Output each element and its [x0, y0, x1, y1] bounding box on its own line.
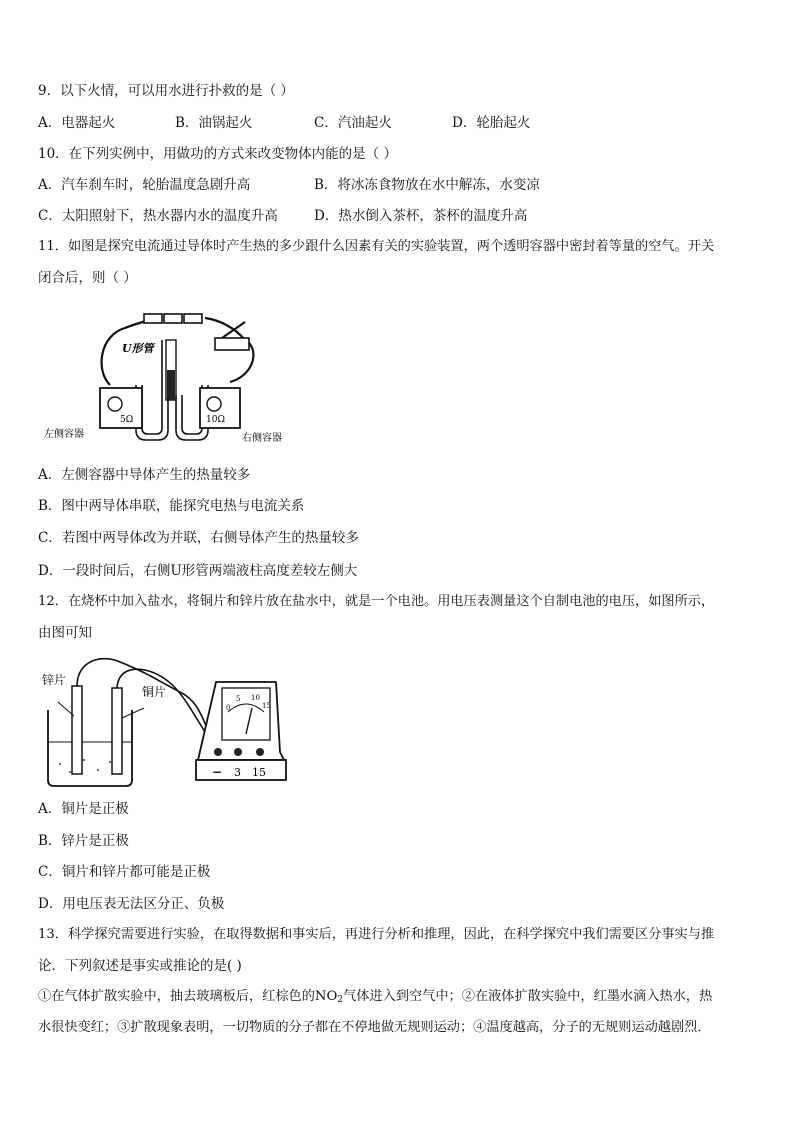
- terminal-15-knob: [256, 748, 264, 756]
- q9-option-c: C．汽油起火: [314, 115, 392, 131]
- q9-stem: 9．以下火情，可以用水进行扑救的是（ ）: [38, 83, 294, 99]
- q10-option-a: A．汽车刹车时，轮胎温度急剧升高: [38, 177, 251, 193]
- q12-option-b: B．锌片是正极: [38, 833, 129, 849]
- q13-statements-line1: [38, 988, 712, 1009]
- q13-statements-line2: 水很快变红；③扩散现象表明，一切物质的分子都在不停地做无规则运动；④温度越高，分子的无规则运动越剧烈．: [38, 1020, 711, 1035]
- q10-stem: 10．在下列实例中，用做功的方式来改变物体内能的是（ ）: [38, 146, 397, 162]
- left-container-label: 左侧容器: [44, 429, 84, 440]
- q11-option-a: A．左侧容器中导体产生的热量较多: [38, 467, 251, 483]
- right-bulb-icon: [207, 397, 221, 411]
- q12-option-a: A．铜片是正极: [38, 801, 129, 817]
- q10-option-c: C．太阳照射下，热水器内水的温度升高: [38, 208, 278, 224]
- q11-joule-heating-apparatus: [40, 300, 290, 450]
- right-container-label: 右侧容器: [242, 433, 282, 444]
- scale-label-5: 5: [236, 695, 241, 703]
- terminal-minus-label: −: [212, 765, 223, 779]
- q13-line3-sub: 2: [337, 995, 344, 1005]
- zinc-plate: [72, 686, 82, 774]
- q12-voltmeter-battery-figure: [40, 652, 290, 794]
- switch-base: [215, 338, 249, 350]
- q13-line3-b: 气体进入到空气中；②在液体扩散实验中，红墨水滴入热水，热: [343, 989, 713, 1004]
- scale-label-0: 0: [226, 704, 231, 712]
- q12-stem-line2: 由图可知: [38, 625, 92, 641]
- q11-stem-line1: 11．如图是探究电流通过导体时产生热的多少跟什么因素有关的实验装置，两个透明容器中密封着等量的空气。开关: [38, 239, 715, 254]
- q11-option-b: B．图中两导体串联，能探究电热与电流关系: [38, 498, 305, 514]
- q10-option-d: D．热水倒入茶杯，茶杯的温度升高: [314, 208, 528, 224]
- q13-stem-line1: 13．科学探究需要进行实验，在取得数据和事实后，再进行分析和推理，因此，在科学探究中我们需要区分事实与推: [38, 927, 715, 942]
- left-bulb-icon: [108, 397, 122, 411]
- q11-option-c: C．若图中两导体改为并联，右侧导体产生的热量较多: [38, 530, 359, 546]
- q9-option-a: A．电器起火: [38, 115, 116, 131]
- q12-stem-line1: 12．在烧杯中加入盐水，将铜片和锌片放在盐水中，就是一个电池。用电压表测量这个自制电池的电压，如图所示，: [38, 594, 715, 609]
- q12-option-d: D．用电压表无法区分正、负极: [38, 896, 225, 912]
- terminal-3-knob: [234, 748, 242, 756]
- u-tube-label: U形管: [122, 342, 154, 355]
- terminal-15-label: 15: [252, 766, 266, 779]
- terminal-minus-knob: [214, 748, 222, 756]
- q13-stem-line2: 论．下列叙述是事实或推论的是( ): [38, 958, 242, 974]
- copper-label: 铜片: [142, 685, 167, 699]
- q13-line3-a: ①在气体扩散实验中，抽去玻璃板后，红棕色的NO: [38, 989, 338, 1004]
- q9-option-d: D．轮胎起火: [452, 115, 531, 131]
- q9-option-b: B．油锅起火: [175, 115, 253, 131]
- left-resistor-label: 5Ω: [120, 415, 134, 425]
- copper-plate: [112, 688, 122, 774]
- q11-option-d: D．一段时间后，右侧U形管两端液柱高度差较左侧大: [38, 563, 358, 579]
- scale-label-10: 10: [251, 694, 260, 702]
- zinc-label: 锌片: [42, 673, 67, 687]
- battery-cell-2: [164, 314, 182, 323]
- q10-option-b: B．将冰冻食物放在水中解冻，水变凉: [314, 177, 540, 193]
- right-resistor-label: 10Ω: [206, 415, 225, 425]
- q11-stem-line2: 闭合后，则（ ）: [38, 270, 137, 286]
- battery-cell-3: [184, 314, 202, 323]
- voltmeter-base: [196, 760, 286, 780]
- scale-label-15: 15: [262, 702, 271, 710]
- terminal-3-label: 3: [234, 766, 241, 779]
- q12-option-c: C．铜片和锌片都可能是正极: [38, 864, 211, 880]
- battery-cell-1: [144, 314, 162, 323]
